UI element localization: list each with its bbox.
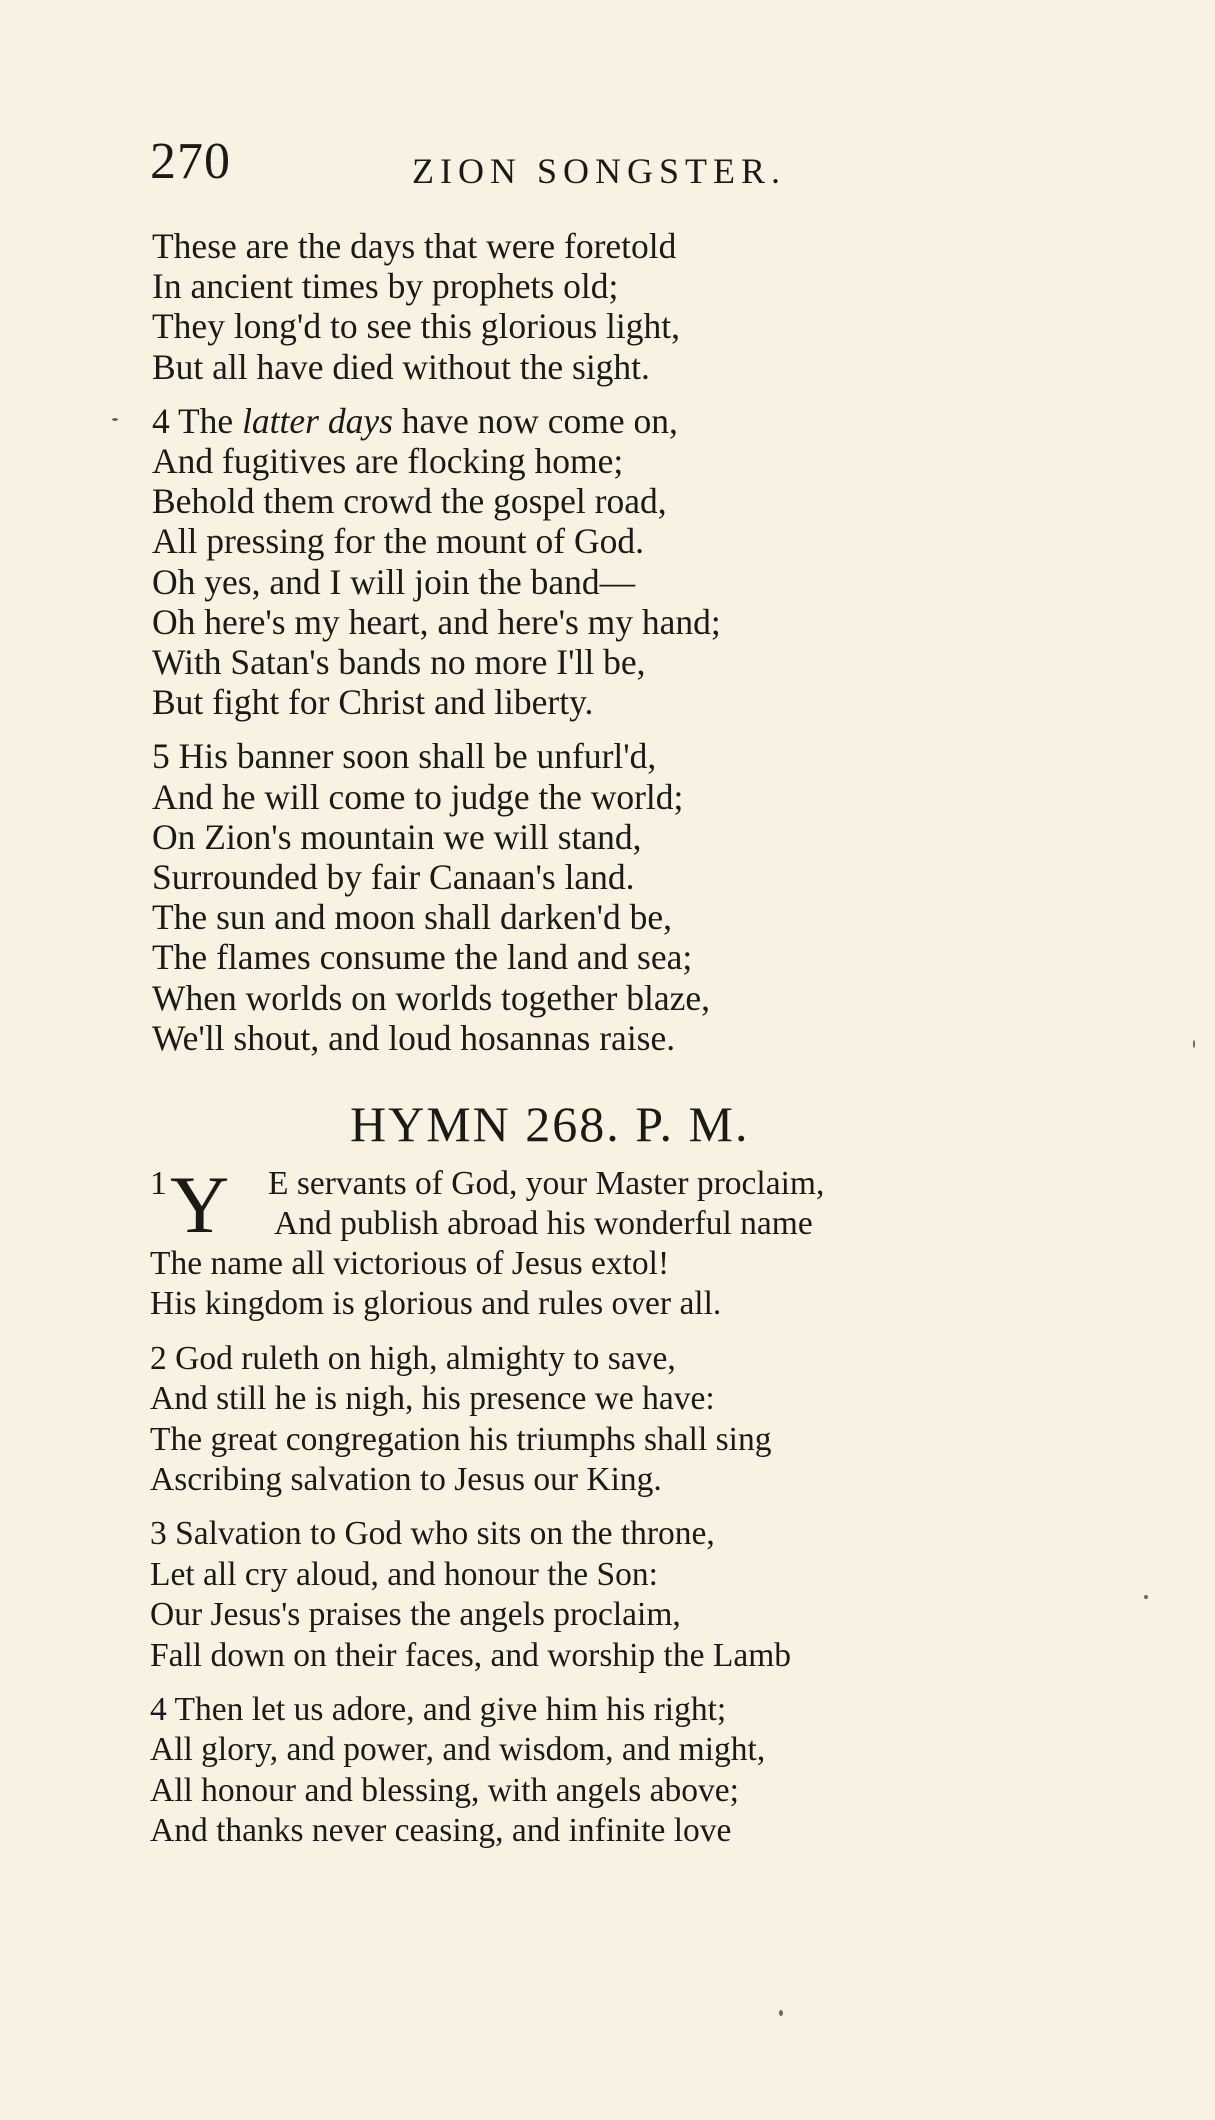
stanza-5 <box>152 736 1092 1058</box>
paper-speck <box>779 2010 783 2016</box>
verse-first-line <box>150 1339 1110 1379</box>
first-line-text: Salvation to God who sits on the throne, <box>175 1515 715 1553</box>
verse-line: These are the days that were foretold <box>152 226 677 266</box>
page-number: 270 <box>150 133 231 190</box>
stanza-number: 4 <box>150 1691 167 1729</box>
first-line-suffix: have now come on, <box>392 400 678 441</box>
running-head: ZION SONGSTER. <box>412 151 787 191</box>
hymn-title: HYMN 268. P. M. <box>350 1096 750 1152</box>
verse-first-line <box>150 1514 1110 1554</box>
stanza-number: 4 <box>152 400 170 441</box>
verse-line: With Satan's bands no more I'll be, <box>152 642 646 683</box>
verse-line: And fugitives are flocking home; <box>152 441 624 482</box>
verse-line: Fall down on their faces, and worship the Lamb <box>150 1636 791 1674</box>
verse-first-line <box>150 1690 1110 1730</box>
stanza-number: 2 <box>150 1339 167 1377</box>
first-line-text: Then let us adore, and give him his right; <box>174 1691 727 1729</box>
paper-speck <box>1193 1040 1195 1048</box>
verse-line: Oh yes, and I will join the band— <box>152 561 636 602</box>
verse-line: The name all victorious of Jesus extol! <box>150 1245 670 1282</box>
first-line-emphasis: latter days <box>242 400 393 441</box>
verse-line: All glory, and power, and wisdom, and might, <box>150 1731 766 1769</box>
verse-first-line: E servants of God, your Master proclaim, <box>268 1165 825 1202</box>
page-header <box>150 132 1050 192</box>
verse-line: They long'd to see this glorious light, <box>152 306 681 347</box>
verse-line: And thanks never ceasing, and infinite love <box>150 1812 732 1850</box>
verse-line: The flames consume the land and sea; <box>152 937 693 978</box>
verse-line: All honour and blessing, with angels above; <box>150 1771 739 1809</box>
verse-line: But fight for Christ and liberty. <box>152 682 594 723</box>
verse-line: And still he is nigh, his presence we have: <box>150 1380 715 1418</box>
verse-line: Ascribing salvation to Jesus our King. <box>150 1461 662 1499</box>
verse-line: The sun and moon shall darken'd be, <box>152 897 673 938</box>
verse-line: And he will come to judge the world; <box>152 776 684 817</box>
verse-line: On Zion's mountain we will stand, <box>152 816 642 857</box>
first-line-prefix: The <box>177 400 243 441</box>
verse-line: All pressing for the mount of God. <box>152 521 645 562</box>
verse-line: In ancient times by prophets old; <box>152 266 619 307</box>
verse-line: Oh here's my heart, and here's my hand; <box>152 601 721 642</box>
first-line-text: God ruleth on high, almighty to save, <box>175 1339 676 1377</box>
stanza-number: 1 <box>150 1165 167 1202</box>
drop-cap: Y <box>170 1159 230 1250</box>
verse-line: Let all cry aloud, and honour the Son: <box>150 1555 658 1593</box>
verse-line: But all have died without the sight. <box>152 346 650 387</box>
drop-cap-block <box>150 1159 1110 1250</box>
verse-line: We'll shout, and loud hosannas raise. <box>152 1017 676 1058</box>
verse-line: When worlds on worlds together blaze, <box>152 977 710 1018</box>
verse-line: The great congregation his triumphs shall sing <box>150 1420 772 1458</box>
stanza-1 <box>150 1159 1110 1325</box>
verse-line: Behold them crowd the gospel road, <box>152 481 667 522</box>
verse-first-line <box>152 401 1092 441</box>
stanza-4 <box>150 1690 1110 1852</box>
verse-line: Our Jesus's praises the angels proclaim, <box>150 1596 681 1634</box>
hymn-267-continued <box>152 226 1092 1072</box>
paper-speck <box>112 418 118 421</box>
stanza-continued <box>152 226 1092 387</box>
stanza-number: 5 <box>152 736 170 777</box>
paper-speck <box>1144 1595 1148 1599</box>
verse-line: His kingdom is glorious and rules over all. <box>150 1285 722 1323</box>
verse-first-line <box>152 736 1092 776</box>
stanza-2 <box>150 1339 1110 1501</box>
stanza-3 <box>150 1514 1110 1676</box>
verse-line: Surrounded by fair Canaan's land. <box>152 857 635 898</box>
first-line-text: His banner soon shall be unfurl'd, <box>178 736 657 777</box>
hymn-268 <box>150 1159 1110 1866</box>
stanza-number: 3 <box>150 1515 167 1553</box>
stanza-4 <box>152 401 1092 723</box>
verse-line: And publish abroad his wonderful name <box>274 1205 813 1242</box>
